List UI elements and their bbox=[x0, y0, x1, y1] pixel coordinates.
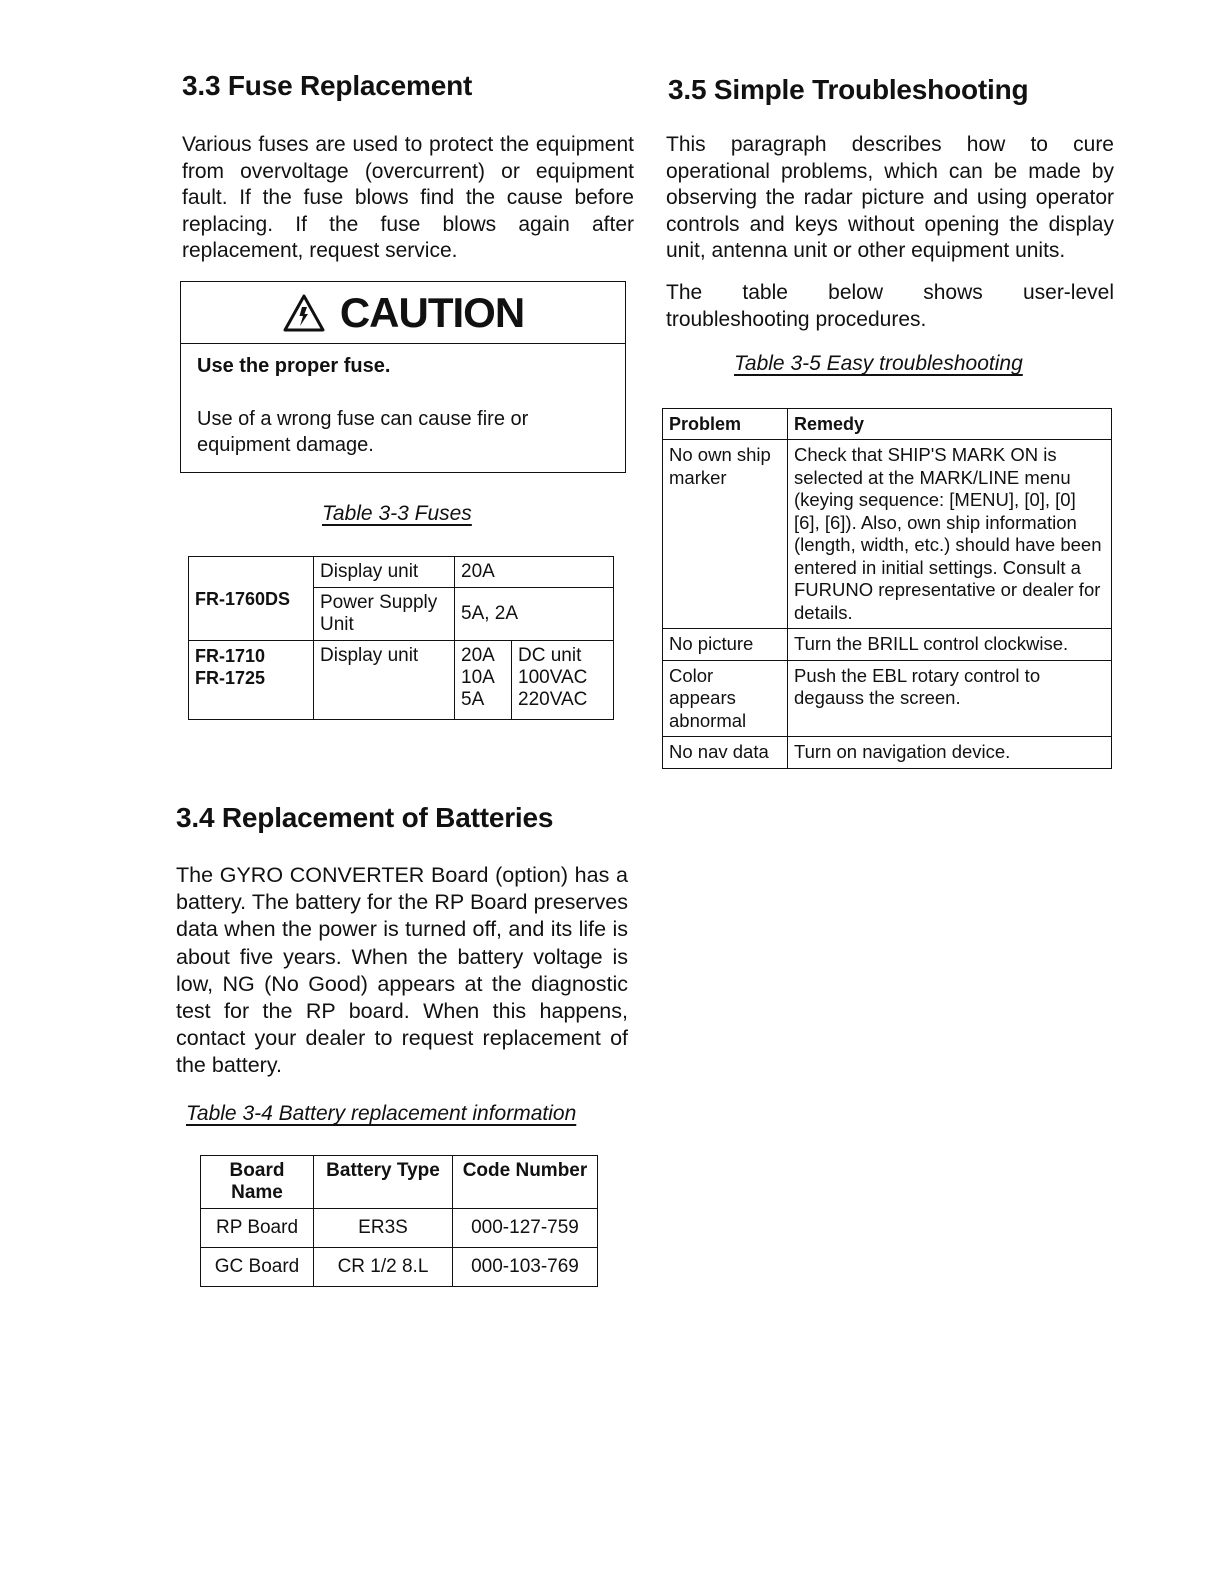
caution-header bbox=[181, 282, 625, 344]
fuse-model-cell: FR-1760DS bbox=[189, 557, 314, 641]
trouble-problem-cell: Color appears abnormal bbox=[663, 660, 788, 737]
trouble-remedy-cell: Check that SHIP'S MARK ON is selected at the MARK/LINE menu (keying sequence: [MENU], [0], [0] [6], [6]). Also, own ship information (length, width, etc.) should have been entered in initial settings. Consult a FURUNO representative or dealer for details. bbox=[788, 440, 1112, 629]
fuse-unit-cell: Display unit bbox=[314, 557, 455, 588]
fuse-rating-cell: 5A, 2A bbox=[455, 588, 614, 641]
trouble-section-paragraph-1: This paragraph describes how to cure operational problems, which can be made by observing the radar picture and using operator controls and keys without opening the display unit, antenna unit or other equipment units. bbox=[666, 133, 1114, 262]
fuse-supply: 220VAC bbox=[518, 689, 588, 710]
battery-section-paragraph: The GYRO CONVERTER Board (option) has a battery. The battery for the RP Board preserves data when the power is turned off, and its life is about five years. When the battery voltage is low, NG (No Good) appears at the diagnostic test for the RP board. When this happens, contact your dealer to request replacement of the battery. bbox=[176, 863, 628, 1078]
table-row bbox=[189, 641, 614, 720]
trouble-remedy-cell: Push the EBL rotary control to degauss the screen. bbox=[788, 660, 1112, 737]
caution-body: Use of a wrong fuse can cause fire or equipment damage. bbox=[197, 408, 529, 456]
table-row bbox=[201, 1209, 598, 1248]
warning-triangle-icon bbox=[282, 293, 326, 333]
table-header-row bbox=[201, 1156, 598, 1209]
table-header-row bbox=[663, 409, 1112, 440]
fuse-rating-cell: 20A bbox=[455, 557, 614, 588]
trouble-section-title: 3.5 Simple Troubleshooting bbox=[668, 74, 1029, 105]
battery-cell: 000-127-759 bbox=[453, 1209, 598, 1248]
table-row bbox=[663, 629, 1112, 661]
trouble-table bbox=[662, 408, 1112, 769]
battery-section-title: 3.4 Replacement of Batteries bbox=[176, 802, 554, 833]
battery-cell: ER3S bbox=[314, 1209, 453, 1248]
fuse-model-name: FR-1725 bbox=[195, 668, 266, 688]
trouble-header-cell: Problem bbox=[663, 409, 788, 440]
table-row bbox=[201, 1248, 598, 1287]
fuse-model-cell bbox=[189, 641, 314, 720]
fuse-supply-cell bbox=[512, 641, 614, 720]
battery-cell: GC Board bbox=[201, 1248, 314, 1287]
caution-heading: CAUTION bbox=[339, 288, 525, 336]
table-row bbox=[663, 660, 1112, 737]
battery-header-cell: Battery Type bbox=[314, 1156, 453, 1209]
fuse-table bbox=[188, 556, 614, 720]
trouble-table-caption: Table 3-5 Easy troubleshooting bbox=[734, 352, 1023, 375]
battery-header-cell: Code Number bbox=[453, 1156, 598, 1209]
battery-header-cell: Board Name bbox=[201, 1156, 314, 1209]
trouble-problem-cell: No nav data bbox=[663, 737, 788, 769]
trouble-section-paragraph-2: The table below shows user-level troubleshooting procedures. bbox=[666, 281, 1114, 331]
battery-table-caption: Table 3-4 Battery replacement information bbox=[186, 1102, 577, 1125]
fuse-rating: 5A bbox=[461, 689, 485, 710]
battery-table bbox=[200, 1155, 598, 1287]
fuse-rating-cell bbox=[455, 641, 512, 720]
fuse-unit-cell: Power Supply Unit bbox=[314, 588, 455, 641]
battery-cell: CR 1/2 8.L bbox=[314, 1248, 453, 1287]
fuse-rating: 20A bbox=[461, 645, 495, 666]
caution-box bbox=[180, 281, 626, 473]
fuse-model-name: FR-1710 bbox=[195, 646, 266, 666]
trouble-remedy-cell: Turn on navigation device. bbox=[788, 737, 1112, 769]
table-row bbox=[189, 557, 614, 588]
fuse-supply: DC unit bbox=[518, 645, 582, 666]
fuse-supply: 100VAC bbox=[518, 667, 588, 688]
table-row bbox=[663, 737, 1112, 769]
fuse-rating: 10A bbox=[461, 667, 495, 688]
battery-cell: RP Board bbox=[201, 1209, 314, 1248]
fuse-section-title: 3.3 Fuse Replacement bbox=[182, 70, 473, 101]
table-row bbox=[663, 440, 1112, 629]
fuse-section-paragraph: Various fuses are used to protect the equipment from overvoltage (overcurrent) or equipment fault. If the fuse blows find the cause before replacing. If the fuse blows again after replacement, request service. bbox=[182, 133, 634, 262]
trouble-remedy-cell: Turn the BRILL control clockwise. bbox=[788, 629, 1112, 661]
trouble-problem-cell: No picture bbox=[663, 629, 788, 661]
trouble-problem-cell: No own ship marker bbox=[663, 440, 788, 629]
fuse-table-caption: Table 3-3 Fuses bbox=[322, 502, 472, 525]
caution-subheading: Use the proper fuse. bbox=[197, 355, 391, 377]
fuse-unit-cell: Display unit bbox=[314, 641, 455, 720]
trouble-header-cell: Remedy bbox=[788, 409, 1112, 440]
battery-cell: 000-103-769 bbox=[453, 1248, 598, 1287]
